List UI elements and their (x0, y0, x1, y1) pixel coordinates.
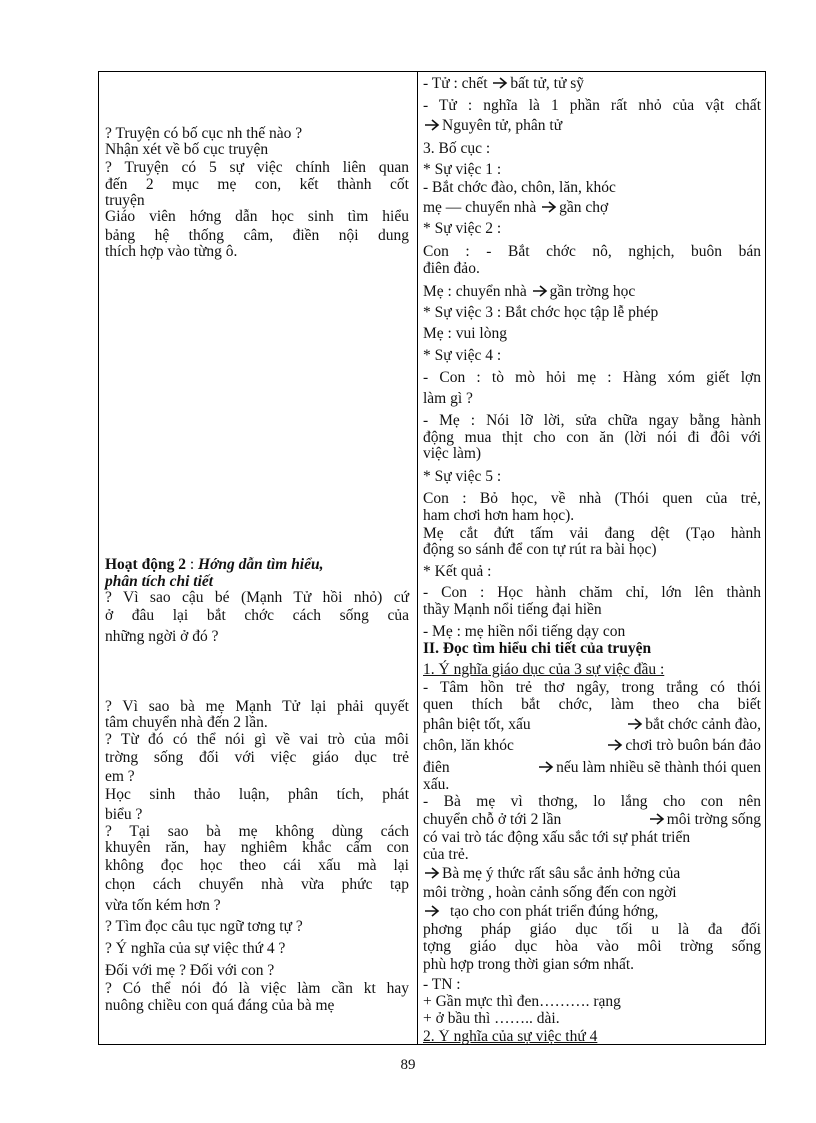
text-segment: - Tử : chết (423, 75, 488, 92)
text-line: quen thích bắt chớc, làm theo cha biết (423, 696, 761, 713)
activity-heading (105, 557, 409, 573)
text-line: - TN : (423, 976, 461, 993)
text-line (423, 200, 761, 216)
text-line: động so sánh để con tự rút ra bài học) (423, 541, 657, 558)
text-segment: gần trờng học (549, 283, 636, 300)
text-line: Con : Bỏ học, về nhà (Thói quen của trẻ, (423, 490, 761, 507)
activity-label: Hoạt động 2 (105, 556, 186, 573)
text-line: bảng hệ thống câm, điền nội dung (105, 227, 409, 244)
text-line: Giáo viên hớng dẫn học sinh tìm hiểu (105, 208, 409, 225)
text-line: tợng giáo dục hòa vào môi trờng sống (423, 938, 761, 955)
text-line: * Sự việc 1 : (423, 161, 502, 178)
text-line: * Sự việc 2 : (423, 220, 502, 237)
question-line: ? Vì sao cậu bé (Mạnh Tử hồi nhỏ) cứ (105, 589, 409, 606)
text-line (423, 284, 761, 300)
text-line: điên đảo. (423, 260, 480, 277)
text-line: * Sự việc 5 : (423, 468, 502, 485)
text-line: phơng pháp giáo dục tối u là đa đối (423, 921, 761, 938)
question-line: ? Ý nghĩa của sự việc thứ 4 ? (105, 940, 286, 957)
text-line: - Con : tò mò hỏi mẹ : Hàng xóm giết lợn (423, 369, 761, 386)
arrow-right-icon (493, 77, 508, 89)
text-segment: phân biệt tốt, xấu (423, 716, 531, 733)
text-line: phù hợp trong thời gian sớm nhất. (423, 956, 635, 973)
text-line: * Sự việc 4 : (423, 347, 502, 364)
text-line: thầy Mạnh nổi tiếng đại hiền (423, 601, 602, 618)
text-segment: Bà mẹ ý thức rất sâu sắc ảnh hởng của (442, 865, 681, 882)
text-line: Đối với mẹ ? Đối với con ? (105, 962, 275, 979)
text-segment: tạo cho con phát triển đúng hớng, (450, 903, 659, 920)
text-line: Học sinh thảo luận, phân tích, phát (105, 786, 409, 803)
text-line: chọn cách chuyển nhà vừa phức tạp (105, 876, 409, 893)
text-line (423, 118, 761, 134)
text-line: - Bắt chớc đào, chôn, lăn, khóc (423, 179, 616, 196)
text-line: xấu. (423, 776, 450, 793)
text-line: tâm chuyển nhà đến 2 lần. (105, 714, 268, 731)
activity-title: Hớng dẫn tìm hiểu, (198, 556, 324, 573)
text-segment: bất tử, tử sỹ (510, 75, 585, 92)
text-line: * Kết quả : (423, 563, 492, 580)
text-line: truyện (105, 192, 145, 209)
arrow-right-icon (608, 739, 623, 751)
text-segment: chơi trò buôn bán đảo (625, 737, 761, 754)
arrow-right-icon (628, 718, 643, 730)
text-line: em ? (105, 768, 135, 785)
text-line (423, 76, 761, 92)
subsection-heading: 1. Ý nghĩa giáo dục của 3 sự việc đầu : (423, 661, 665, 678)
text-segment: môi trờng sống (666, 811, 761, 828)
text-segment: Nguyên tử, phân tử (442, 117, 563, 134)
text-line: - Tử : nghĩa là 1 phần rất nhỏ của vật chất (423, 97, 761, 114)
text-segment: gần chợ (559, 199, 609, 216)
question-line: ? Tại sao bà mẹ không dùng cách (105, 823, 409, 840)
question-line: ? Từ đó có thể nói gì về vai trò của môi (105, 731, 409, 748)
activity-title-cont: phân tích chi tiết (105, 573, 214, 590)
text-line: * Sự việc 3 : Bắt chớc học tập lễ phép (423, 304, 659, 321)
text-line (423, 760, 761, 776)
text-line: ham chơi hơn ham học). (423, 507, 575, 524)
question-line: ? Tìm đọc câu tục ngữ tơng tự ? (105, 918, 303, 935)
question-line: ? Có thể nói đó là việc làm cần kt hay (105, 980, 409, 997)
text-line (423, 812, 761, 828)
text-line: vừa tốn kém hơn ? (105, 897, 221, 914)
subsection-heading: 2. Ý nghĩa của sự việc thứ 4 (423, 1029, 598, 1044)
text-line: Con : - Bắt chớc nô, nghịch, buôn bán (423, 243, 761, 260)
text-line (423, 738, 761, 754)
text-line: những ngời ở đó ? (105, 628, 219, 645)
arrow-right-icon (533, 285, 548, 297)
text-segment: mẹ — chuyển nhà (423, 199, 537, 216)
section-heading: II. Đọc tìm hiểu chi tiết của truyện (423, 640, 652, 657)
text-line: làm gì ? (423, 390, 473, 407)
arrow-right-icon (425, 867, 440, 879)
text-line: Nhận xét về bố cục truyện (105, 141, 269, 158)
text-line: có vai trò tác động xấu sắc tới sự phát triển (423, 829, 691, 846)
text-line: Mẹ cắt đứt tấm vải đang dệt (Tạo hành (423, 525, 761, 542)
text-line: + ở bầu thì …….. dài. (423, 1010, 560, 1027)
text-line: môi trờng , hoàn cảnh sống đến con ngời (423, 884, 677, 901)
arrow-right-icon (650, 813, 665, 825)
text-segment: Mẹ : chuyển nhà (423, 283, 527, 300)
text-line: Mẹ : vui lòng (423, 325, 507, 342)
text-line: biểu ? (105, 806, 143, 823)
text-line: không đọc học theo cái xấu mà lại (105, 857, 409, 874)
text-segment: nếu làm nhiều sẽ thành thói quen (556, 759, 761, 776)
text-line: - Mẹ : mẹ hiền nổi tiếng dạy con (423, 623, 626, 640)
text-line: động mua thịt cho con ăn (lời nói đi đôi với (423, 429, 761, 446)
colon: : (185, 556, 199, 573)
text-segment: chôn, lăn khóc (423, 737, 514, 754)
text-line: + Gần mực thì đen………. rạng (423, 993, 621, 1010)
arrow-right-icon (425, 905, 440, 917)
text-line: thích hợp vào từng ô. (105, 243, 238, 260)
arrow-right-icon (542, 201, 557, 213)
text-line: việc làm) (423, 445, 482, 462)
arrow-right-icon (539, 761, 554, 773)
text-line: - Tâm hồn trẻ thơ ngây, trong trắng có thói (423, 679, 761, 696)
text-line: đến 2 mục mẹ con, kết thành cốt (105, 176, 409, 193)
text-line: - Bà mẹ vì thơng, lo lắng cho con nên (423, 793, 761, 810)
text-line: của trẻ. (423, 846, 469, 863)
text-line: - Con : Học hành chăm chỉ, lớn lên thành (423, 584, 761, 601)
question-line: ? Truyện có 5 sự việc chính liên quan (105, 159, 409, 176)
column-divider (417, 71, 418, 1045)
text-line (423, 866, 761, 882)
page-number: 89 (400, 1057, 416, 1073)
text-line: nuông chiều con quá đáng của bà mẹ (105, 997, 335, 1014)
text-line (423, 717, 761, 733)
text-line: khuyên răn, hay nghiêm khắc cấm con (105, 839, 409, 856)
section-heading: 3. Bố cục : (423, 140, 491, 157)
text-segment: bắt chớc cảnh đào, (645, 716, 761, 733)
text-segment: điên (423, 759, 450, 776)
arrow-right-icon (425, 119, 440, 131)
text-line: - Mẹ : Nói lỡ lời, sửa chữa ngay bằng hành (423, 412, 761, 429)
text-line: trờng sống đối với việc giáo dục trẻ (105, 749, 409, 766)
text-line: ở đâu lại bắt chớc cách sống của (105, 607, 409, 624)
text-line (423, 904, 761, 920)
question-line: ? Truyện có bố cục nh thế nào ? (105, 125, 303, 142)
question-line: ? Vì sao bà mẹ Mạnh Tử lại phải quyết (105, 698, 409, 715)
text-segment: chuyển chỗ ở tới 2 lần (423, 811, 562, 828)
